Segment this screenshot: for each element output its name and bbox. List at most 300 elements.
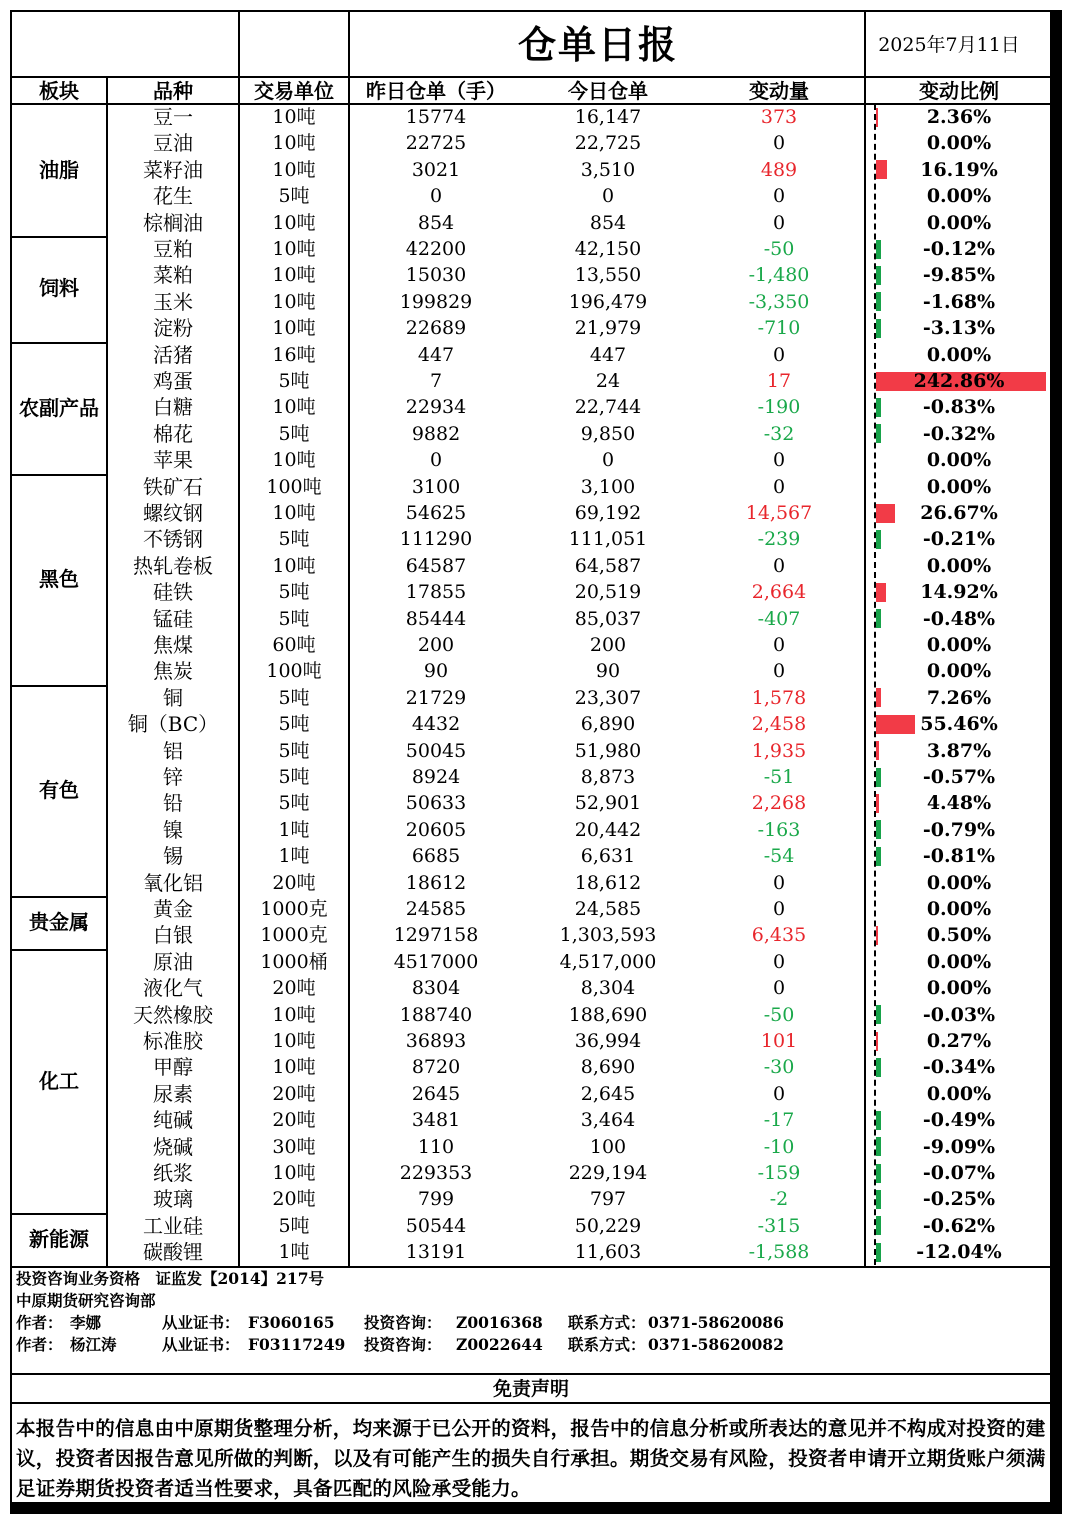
- ratio-cell: -9.85%: [922, 264, 996, 287]
- change-cell: 373: [760, 106, 798, 128]
- advisor-number: Z0016368: [456, 1313, 543, 1332]
- change-cell: 0: [772, 449, 786, 472]
- change-cell: -1,480: [748, 264, 810, 287]
- change-cell: 0: [772, 185, 786, 208]
- prev-stock-cell: 0: [429, 185, 443, 208]
- ratio-cell: 0.00%: [926, 554, 992, 577]
- ratio-cell: 0.00%: [926, 132, 992, 155]
- prev-stock-cell: 90: [423, 660, 449, 683]
- prev-stock-cell: 22689: [405, 317, 467, 340]
- change-cell: 6,435: [751, 924, 807, 947]
- change-cell: -30: [763, 1056, 795, 1079]
- variety-cell: 活猪: [153, 342, 193, 367]
- column-divider: [348, 76, 350, 1266]
- cur-stock-cell: 0: [601, 449, 615, 472]
- ratio-cell: -1.68%: [922, 290, 996, 313]
- variety-cell: 铁矿石: [143, 474, 203, 499]
- prev-stock-cell: 85444: [405, 607, 467, 630]
- ratio-cell: 0.00%: [926, 898, 992, 920]
- ratio-cell: 26.67%: [920, 502, 998, 524]
- prev-stock-cell: 111290: [399, 528, 473, 551]
- unit-cell: 5吨: [278, 713, 310, 736]
- ratio-cell: -0.25%: [922, 1188, 996, 1211]
- contact-label: 联系方式：: [568, 1335, 646, 1354]
- unit-cell: 30吨: [272, 1135, 316, 1158]
- unit-cell: 1吨: [278, 818, 310, 841]
- prev-stock-cell: 0: [429, 449, 443, 472]
- prev-stock-cell: 64587: [405, 554, 467, 577]
- header-change: 变动量: [749, 79, 809, 103]
- cur-stock-cell: 51,980: [574, 739, 642, 762]
- ratio-cell: 55.46%: [920, 713, 998, 736]
- unit-cell: 5吨: [278, 185, 310, 208]
- prev-stock-cell: 22934: [405, 396, 467, 419]
- change-cell: -159: [757, 1162, 801, 1184]
- change-cell: 0: [772, 554, 786, 577]
- cur-stock-cell: 42,150: [574, 238, 642, 260]
- unit-cell: 10吨: [272, 106, 316, 128]
- variety-cell: 菜籽油: [143, 157, 203, 182]
- change-cell: -2: [769, 1188, 789, 1211]
- unit-cell: 5吨: [278, 528, 310, 551]
- variety-cell: 纯碱: [153, 1108, 193, 1133]
- change-cell: 0: [772, 211, 786, 234]
- prev-stock-cell: 110: [417, 1135, 455, 1158]
- variety-cell: 白银: [153, 923, 193, 948]
- variety-cell: 豆油: [153, 131, 193, 156]
- prev-stock-cell: 8720: [411, 1056, 461, 1079]
- ratio-cell: 0.00%: [926, 449, 992, 472]
- cert-number: F3060165: [248, 1313, 335, 1332]
- unit-cell: 1000克: [260, 898, 328, 920]
- cur-stock-cell: 196,479: [568, 290, 648, 313]
- cur-stock-cell: 6,631: [580, 845, 636, 868]
- unit-cell: 5吨: [278, 1214, 310, 1237]
- prev-stock-cell: 3021: [411, 158, 461, 181]
- unit-cell: 5吨: [278, 581, 310, 604]
- prev-stock-cell: 22725: [405, 132, 467, 155]
- change-cell: 0: [772, 343, 786, 366]
- change-cell: -10: [763, 1135, 795, 1158]
- sector-label: 有色: [39, 777, 79, 802]
- change-cell: 1,578: [751, 686, 807, 709]
- variety-cell: 鸡蛋: [153, 369, 193, 393]
- variety-cell: 玉米: [153, 289, 193, 314]
- change-cell: 0: [772, 898, 786, 920]
- unit-cell: 10吨: [272, 1030, 316, 1052]
- change-cell: 0: [772, 950, 786, 973]
- cur-stock-cell: 8,873: [580, 766, 636, 788]
- cur-stock-cell: 50,229: [574, 1214, 642, 1237]
- cur-stock-cell: 6,890: [580, 713, 636, 736]
- change-cell: -54: [763, 845, 795, 868]
- ratio-cell: 4.48%: [926, 792, 992, 815]
- unit-cell: 5吨: [278, 607, 310, 630]
- prev-stock-cell: 8924: [411, 766, 461, 788]
- cur-stock-cell: 447: [589, 343, 627, 366]
- variety-cell: 天然橡胶: [133, 1002, 213, 1027]
- cur-stock-cell: 20,519: [574, 581, 642, 604]
- change-cell: 17: [766, 370, 792, 392]
- unit-cell: 10吨: [272, 396, 316, 419]
- change-cell: 2,268: [751, 792, 807, 815]
- change-cell: 101: [760, 1030, 798, 1052]
- prev-stock-cell: 50544: [405, 1214, 467, 1237]
- change-cell: 489: [760, 158, 798, 181]
- header-cur: 今日仓单: [568, 79, 648, 103]
- prev-stock-cell: 199829: [399, 290, 473, 313]
- cur-stock-cell: 21,979: [574, 317, 642, 340]
- variety-cell: 黄金: [153, 897, 193, 921]
- ratio-cell: 0.00%: [926, 634, 992, 656]
- prev-stock-cell: 50045: [405, 739, 467, 762]
- ratio-cell: 0.00%: [926, 660, 992, 683]
- header-ratio: 变动比例: [919, 79, 999, 103]
- variety-cell: 玻璃: [153, 1187, 193, 1212]
- prev-stock-cell: 54625: [405, 502, 467, 524]
- author-name: 李娜: [70, 1313, 102, 1332]
- variety-cell: 焦煤: [153, 633, 193, 657]
- cur-stock-cell: 854: [589, 211, 627, 234]
- ratio-cell: -0.83%: [922, 396, 996, 419]
- author-label: 作者：: [16, 1335, 63, 1354]
- title-divider: [238, 10, 240, 78]
- change-cell: -50: [763, 238, 795, 260]
- change-cell: -239: [757, 528, 801, 551]
- sector-label: 农副产品: [19, 395, 99, 420]
- prev-stock-cell: 3100: [411, 475, 461, 498]
- variety-cell: 锌: [163, 765, 183, 789]
- ratio-cell: 242.86%: [913, 370, 1005, 392]
- cur-stock-cell: 13,550: [574, 264, 642, 287]
- ratio-cell: -0.62%: [922, 1214, 996, 1237]
- prev-stock-cell: 17855: [405, 581, 467, 604]
- unit-cell: 20吨: [272, 977, 316, 1000]
- variety-cell: 铅: [163, 791, 183, 816]
- unit-cell: 16吨: [272, 343, 316, 366]
- ratio-cell: 0.00%: [926, 871, 992, 894]
- cur-stock-cell: 2,645: [580, 1082, 636, 1105]
- prev-stock-cell: 799: [417, 1188, 455, 1211]
- column-divider: [864, 76, 866, 1266]
- column-divider: [238, 76, 240, 1266]
- unit-cell: 10吨: [272, 211, 316, 234]
- ratio-cell: 7.26%: [926, 686, 992, 709]
- cur-stock-cell: 4,517,000: [559, 950, 657, 973]
- report-date: 2025年7月11日: [878, 34, 1020, 56]
- department-line: 中原期货研究咨询部: [16, 1291, 156, 1310]
- qualification-line: 投资咨询业务资格 证监发【2014】217号: [16, 1269, 324, 1288]
- unit-cell: 10吨: [272, 502, 316, 524]
- variety-cell: 纸浆: [153, 1161, 193, 1185]
- cur-stock-cell: 24,585: [574, 898, 642, 920]
- ratio-cell: -0.49%: [922, 1109, 996, 1132]
- unit-cell: 5吨: [278, 766, 310, 788]
- prev-stock-cell: 15774: [405, 106, 467, 128]
- prev-stock-cell: 50633: [405, 792, 467, 815]
- prev-stock-cell: 188740: [399, 1003, 473, 1026]
- contact-number: 0371-58620082: [648, 1335, 784, 1354]
- prev-stock-cell: 4432: [411, 713, 461, 736]
- cur-stock-cell: 9,850: [580, 422, 636, 445]
- cur-stock-cell: 64,587: [574, 554, 642, 577]
- cur-stock-cell: 111,051: [568, 528, 648, 551]
- variety-cell: 锰硅: [153, 606, 193, 631]
- cur-stock-cell: 3,100: [580, 475, 636, 498]
- prev-stock-cell: 7: [429, 370, 443, 392]
- cert-number: F03117249: [248, 1335, 346, 1354]
- cur-stock-cell: 85,037: [574, 607, 642, 630]
- unit-cell: 10吨: [272, 554, 316, 577]
- change-cell: 2,458: [751, 713, 807, 736]
- prev-stock-cell: 36893: [405, 1030, 467, 1052]
- unit-cell: 10吨: [272, 1003, 316, 1026]
- variety-cell: 焦炭: [153, 659, 193, 684]
- variety-cell: 尿素: [153, 1081, 193, 1106]
- cur-stock-cell: 229,194: [568, 1162, 648, 1184]
- cur-stock-cell: 52,901: [574, 792, 642, 815]
- ratio-cell: 0.27%: [926, 1030, 992, 1052]
- prev-stock-cell: 4517000: [393, 950, 479, 973]
- sector-label: 化工: [39, 1068, 79, 1093]
- ratio-cell: -0.21%: [922, 528, 996, 551]
- cur-stock-cell: 8,690: [580, 1056, 636, 1079]
- variety-cell: 淀粉: [153, 316, 193, 341]
- cur-stock-cell: 8,304: [580, 977, 636, 1000]
- unit-cell: 20吨: [272, 1082, 316, 1105]
- ratio-cell: -0.32%: [922, 422, 996, 445]
- prev-stock-cell: 42200: [405, 238, 467, 260]
- sector-label: 新能源: [29, 1226, 89, 1251]
- cur-stock-cell: 36,994: [574, 1030, 642, 1052]
- ratio-cell: 0.00%: [926, 211, 992, 234]
- unit-cell: 5吨: [278, 792, 310, 815]
- change-cell: 14,567: [745, 502, 813, 524]
- unit-cell: 20吨: [272, 871, 316, 894]
- change-cell: 2,664: [751, 581, 807, 604]
- sector-label: 黑色: [39, 566, 79, 591]
- variety-cell: 苹果: [153, 448, 193, 473]
- prev-stock-cell: 8304: [411, 977, 461, 1000]
- prev-stock-cell: 15030: [405, 264, 467, 287]
- cert-label: 从业证书：: [162, 1335, 240, 1354]
- unit-cell: 5吨: [278, 686, 310, 709]
- prev-stock-cell: 24585: [405, 898, 467, 920]
- sector-label: 贵金属: [29, 910, 89, 934]
- variety-cell: 氧化铝: [143, 870, 203, 895]
- variety-cell: 液化气: [143, 976, 203, 1001]
- author-name: 杨江涛: [70, 1335, 117, 1354]
- change-cell: -32: [763, 422, 795, 445]
- prev-stock-cell: 9882: [411, 422, 461, 445]
- variety-cell: 棕榈油: [143, 210, 203, 235]
- unit-cell: 10吨: [272, 1056, 316, 1079]
- variety-cell: 烧碱: [153, 1134, 193, 1159]
- cur-stock-cell: 90: [595, 660, 621, 683]
- cur-stock-cell: 0: [601, 185, 615, 208]
- variety-cell: 菜粕: [153, 263, 193, 288]
- ratio-cell: -9.09%: [922, 1135, 996, 1158]
- cur-stock-cell: 797: [589, 1188, 627, 1211]
- prev-stock-cell: 854: [417, 211, 455, 234]
- unit-cell: 5吨: [278, 739, 310, 762]
- cert-label: 从业证书：: [162, 1313, 240, 1332]
- change-cell: -315: [757, 1214, 801, 1237]
- unit-cell: 1000桶: [260, 950, 328, 973]
- prev-stock-cell: 3481: [411, 1109, 461, 1132]
- change-cell: -1,588: [748, 1241, 810, 1264]
- cur-stock-cell: 3,464: [580, 1109, 636, 1132]
- variety-cell: 白糖: [153, 395, 193, 420]
- column-divider: [106, 76, 108, 1266]
- cur-stock-cell: 18,612: [574, 871, 642, 894]
- variety-cell: 螺纹钢: [143, 501, 203, 525]
- unit-cell: 100吨: [266, 660, 322, 683]
- unit-cell: 1吨: [278, 845, 310, 868]
- ratio-zero-axis: [874, 104, 876, 1265]
- variety-cell: 锡: [163, 844, 183, 869]
- cur-stock-cell: 188,690: [568, 1003, 648, 1026]
- page-shadow-right: [1052, 10, 1062, 1509]
- cur-stock-cell: 200: [589, 634, 627, 656]
- unit-cell: 10吨: [272, 132, 316, 155]
- cur-stock-cell: 22,744: [574, 396, 642, 419]
- disclaimer-title: 免责声明: [492, 1378, 569, 1400]
- ratio-cell: 0.00%: [926, 977, 992, 1000]
- variety-cell: 碳酸锂: [143, 1240, 203, 1265]
- unit-cell: 10吨: [272, 238, 316, 260]
- unit-cell: 10吨: [272, 1162, 316, 1184]
- header-prev: 昨日仓单（手）: [366, 79, 506, 103]
- cur-stock-cell: 16,147: [574, 106, 642, 128]
- unit-cell: 10吨: [272, 158, 316, 181]
- prev-stock-cell: 200: [417, 634, 455, 656]
- change-cell: -190: [757, 396, 801, 419]
- change-cell: 0: [772, 475, 786, 498]
- unit-cell: 10吨: [272, 290, 316, 313]
- header-unit: 交易单位: [254, 79, 334, 103]
- variety-cell: 工业硅: [143, 1213, 203, 1238]
- ratio-cell: -0.03%: [922, 1003, 996, 1026]
- variety-cell: 铜（BC）: [127, 712, 219, 737]
- unit-cell: 20吨: [272, 1188, 316, 1211]
- variety-cell: 不锈钢: [143, 527, 203, 552]
- unit-cell: 10吨: [272, 264, 316, 287]
- unit-cell: 5吨: [278, 422, 310, 445]
- change-cell: -710: [757, 317, 801, 340]
- ratio-cell: 0.00%: [926, 475, 992, 498]
- variety-cell: 硅铁: [153, 580, 193, 605]
- change-cell: 1,935: [751, 739, 807, 762]
- variety-cell: 镍: [163, 817, 183, 842]
- change-cell: -51: [763, 766, 795, 788]
- report-title: 仓单日报: [517, 22, 678, 67]
- variety-cell: 标准胶: [143, 1029, 203, 1053]
- ratio-cell: -3.13%: [922, 317, 996, 340]
- unit-cell: 1吨: [278, 1241, 310, 1264]
- cur-stock-cell: 22,725: [574, 132, 642, 155]
- variety-cell: 铜: [163, 685, 183, 710]
- ratio-cell: -12.04%: [916, 1241, 1002, 1264]
- ratio-cell: -0.07%: [922, 1162, 996, 1184]
- contact-number: 0371-58620086: [648, 1313, 784, 1332]
- prev-stock-cell: 21729: [405, 686, 467, 709]
- ratio-cell: 2.36%: [926, 106, 992, 128]
- change-cell: 0: [772, 977, 786, 1000]
- ratio-cell: -0.34%: [922, 1056, 996, 1079]
- change-cell: -17: [763, 1109, 795, 1132]
- variety-cell: 豆一: [153, 105, 193, 129]
- advisor-label: 投资咨询：: [364, 1335, 442, 1354]
- unit-cell: 1000克: [260, 924, 328, 947]
- disclaimer-top-line: [10, 1373, 1052, 1375]
- ratio-cell: 3.87%: [926, 739, 992, 762]
- variety-cell: 原油: [153, 949, 193, 974]
- ratio-cell: 0.00%: [926, 950, 992, 973]
- advisor-label: 投资咨询：: [364, 1313, 442, 1332]
- ratio-cell: -0.57%: [922, 766, 996, 788]
- header-variety: 品种: [153, 79, 193, 103]
- prev-stock-cell: 18612: [405, 871, 467, 894]
- variety-cell: 棉花: [153, 421, 193, 446]
- cur-stock-cell: 24: [595, 370, 621, 392]
- variety-cell: 热轧卷板: [133, 553, 213, 578]
- author-label: 作者：: [16, 1313, 63, 1332]
- change-cell: 0: [772, 660, 786, 683]
- cur-stock-cell: 20,442: [574, 818, 642, 841]
- prev-stock-cell: 2645: [411, 1082, 461, 1105]
- ratio-cell: 0.00%: [926, 185, 992, 208]
- sector-label: 油脂: [39, 158, 79, 182]
- prev-stock-cell: 447: [417, 343, 455, 366]
- header-sector: 板块: [39, 79, 79, 103]
- ratio-cell: 14.92%: [920, 581, 998, 604]
- prev-stock-cell: 229353: [399, 1162, 473, 1184]
- prev-stock-cell: 6685: [411, 845, 461, 868]
- ratio-cell: 0.00%: [926, 1082, 992, 1105]
- change-cell: 0: [772, 1082, 786, 1105]
- variety-cell: 豆粕: [153, 237, 193, 261]
- change-cell: -50: [763, 1003, 795, 1026]
- cur-stock-cell: 100: [589, 1135, 627, 1158]
- ratio-cell: -0.12%: [922, 238, 996, 260]
- cur-stock-cell: 1,303,593: [559, 924, 657, 947]
- change-cell: 0: [772, 132, 786, 155]
- unit-cell: 5吨: [278, 370, 310, 392]
- change-cell: -163: [757, 818, 801, 841]
- ratio-cell: -0.81%: [922, 845, 996, 868]
- prev-stock-cell: 20605: [405, 818, 467, 841]
- ratio-cell: -0.48%: [922, 607, 996, 630]
- page-shadow-bottom: [10, 1504, 1062, 1514]
- ratio-cell: 0.00%: [926, 343, 992, 366]
- cur-stock-cell: 3,510: [580, 158, 636, 181]
- unit-cell: 100吨: [266, 475, 322, 498]
- prev-stock-cell: 13191: [405, 1241, 467, 1264]
- disclaimer-title-line: [10, 1402, 1052, 1404]
- cur-stock-cell: 69,192: [574, 502, 642, 524]
- unit-cell: 60吨: [272, 634, 316, 656]
- unit-cell: 10吨: [272, 317, 316, 340]
- variety-cell: 甲醇: [153, 1055, 193, 1080]
- cur-stock-cell: 23,307: [574, 686, 642, 709]
- unit-cell: 20吨: [272, 1109, 316, 1132]
- cur-stock-cell: 11,603: [574, 1241, 642, 1264]
- sector-label: 饲料: [39, 276, 79, 300]
- ratio-cell: 0.50%: [926, 924, 992, 947]
- change-cell: -3,350: [748, 290, 810, 313]
- ratio-cell: 16.19%: [920, 158, 998, 181]
